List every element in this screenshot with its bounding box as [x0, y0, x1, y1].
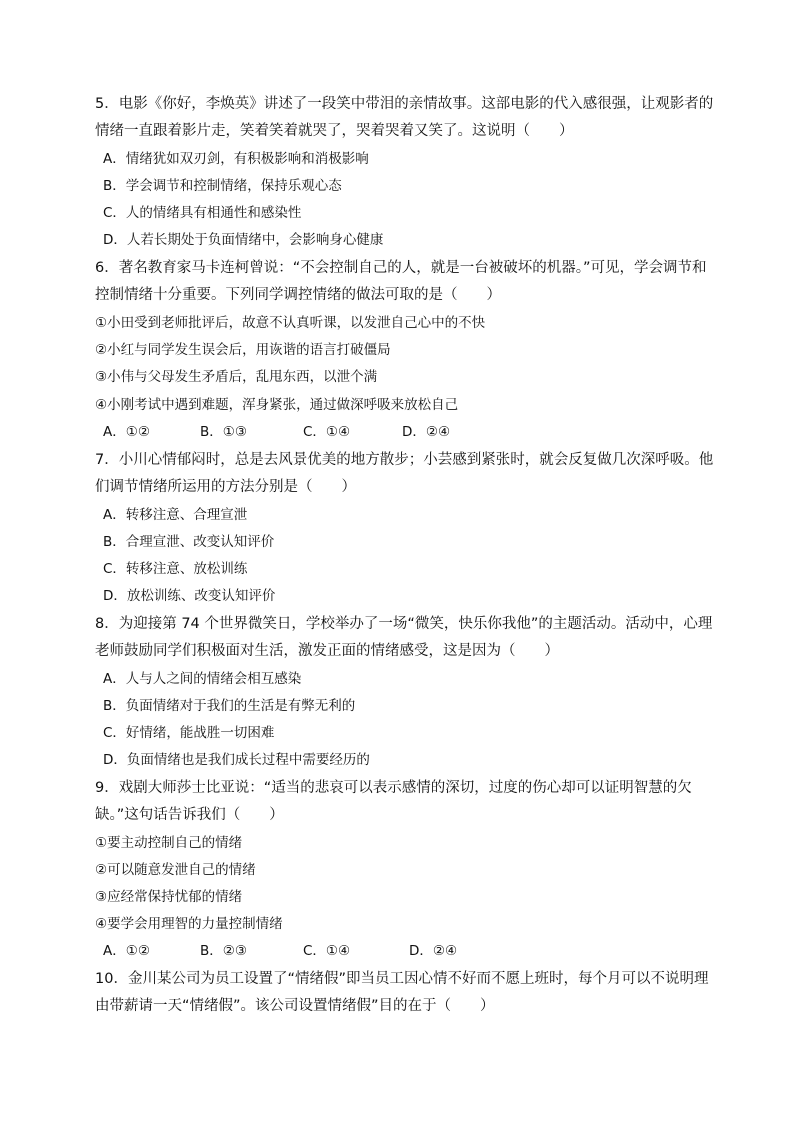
question-9-choice-a: A．①② [103, 943, 150, 959]
question-8-option-c: C．好情绪，能战胜一切困难 [103, 725, 275, 741]
question-8-option-d: D．负面情绪也是我们成长过程中需要经历的 [103, 752, 370, 768]
question-5-stem-line-1: 5．电影《你好，李焕英》讲述了一段笑中带泪的亲情故事。这部电影的代入感很强，让观影者的 [95, 96, 714, 112]
question-6-choice-a: A．①② [103, 424, 150, 440]
question-5-option-a: A．情绪犹如双刃剑，有积极影响和消极影响 [103, 151, 369, 167]
question-8-option-b: B．负面情绪对于我们的生活是有弊无利的 [103, 698, 356, 714]
question-6-choice-d: D．②④ [402, 424, 451, 440]
question-6-choice-c: C．①④ [303, 424, 351, 440]
question-6-stem-line-1: 6．著名教育家马卡连柯曾说：“不会控制自己的人，就是一台被破坏的机器。”可见，学会调节和 [95, 260, 707, 276]
question-9-stem-line-2: 缺。”这句话告诉我们（ ） [95, 807, 284, 823]
question-7-option-d: D．放松训练、改变认知评价 [103, 588, 276, 604]
question-7-option-c: C．转移注意、放松训练 [103, 561, 248, 577]
question-5-stem-line-2: 情绪一直跟着影片走，笑着笑着就哭了，哭着哭着又笑了。这说明（ ） [95, 123, 574, 139]
question-6-statement-4: ④小刚考试中遇到难题，浑身紧张，通过做深呼吸来放松自己 [95, 397, 459, 413]
question-8-stem-line-1: 8．为迎接第 74 个世界微笑日，学校举办了一场“微笑，快乐你我他”的主题活动。活动中，心理 [95, 616, 713, 632]
question-8-stem-line-2: 老师鼓励同学们积极面对生活，激发正面的情绪感受，这是因为（ ） [95, 643, 559, 659]
question-9-choice-b: B．②③ [200, 943, 247, 959]
question-7-stem-line-2: 们调节情绪所运用的方法分别是（ ） [95, 479, 356, 495]
question-10-stem-line-1: 10．金川某公司为员工设置了“情绪假”即当员工因心情不好而不愿上班时，每个月可以不说明理 [95, 971, 709, 987]
question-9-choice-c: C．①④ [303, 943, 351, 959]
question-5-option-b: B．学会调节和控制情绪，保持乐观心态 [103, 178, 342, 194]
question-9-stem-line-1: 9．戏剧大师莎士比亚说：“适当的悲哀可以表示感情的深切，过度的伤心却可以证明智慧的欠 [95, 780, 692, 796]
question-7-option-a: A．转移注意、合理宣泄 [103, 507, 248, 523]
question-6-statement-2: ②小红与同学发生误会后，用诙谐的语言打破僵局 [95, 342, 391, 358]
question-7-stem-line-1: 7．小川心情郁闷时，总是去风景优美的地方散步；小芸感到紧张时，就会反复做几次深呼吸。他 [95, 452, 714, 468]
question-6-stem-line-2: 控制情绪十分重要。下列同学调控情绪的做法可取的是（ ） [95, 287, 501, 303]
question-9-statement-4: ④要学会用理智的力量控制情绪 [95, 916, 283, 932]
question-8-option-a: A．人与人之间的情绪会相互感染 [103, 671, 302, 687]
question-5-option-d: D．人若长期处于负面情绪中，会影响身心健康 [103, 232, 384, 248]
question-6-statement-3: ③小伟与父母发生矛盾后，乱甩东西，以泄个满 [95, 369, 378, 385]
question-9-statement-1: ①要主动控制自己的情绪 [95, 835, 243, 851]
question-6-statement-1: ①小田受到老师批评后，故意不认真听课，以发泄自己心中的不快 [95, 315, 486, 331]
question-7-option-b: B．合理宣泄、改变认知评价 [103, 534, 275, 550]
question-9-choice-d: D．②④ [409, 943, 458, 959]
question-10-stem-line-2: 由带薪请一天“情绪假”。该公司设置情绪假”目的在于（ ） [95, 998, 495, 1014]
question-5-option-c: C．人的情绪具有相通性和感染性 [103, 205, 302, 221]
question-9-statement-3: ③应经常保持忧郁的情绪 [95, 889, 243, 905]
question-6-choice-b: B．①③ [200, 424, 247, 440]
question-9-statement-2: ②可以随意发泄自己的情绪 [95, 862, 256, 878]
